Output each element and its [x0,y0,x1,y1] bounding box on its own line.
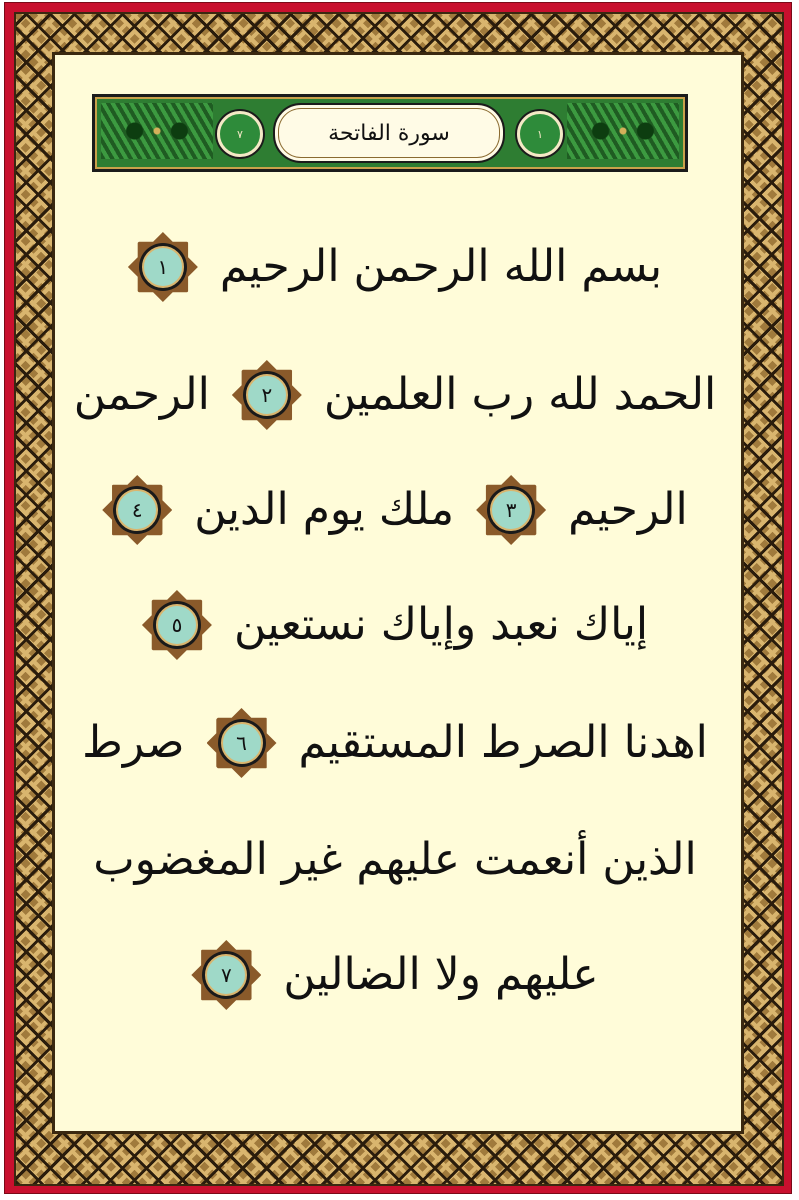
text-line-7 [88,930,702,1020]
verse-text: الرحيم [568,484,688,535]
verse-text: الرحمن [73,369,210,420]
surah-header [92,94,688,172]
verse-text: الذين أنعمت عليهم غير المغضوب [93,834,697,885]
verse-number-marker [102,475,172,545]
verse-number: ١ [157,255,169,279]
text-line-5 [82,698,708,788]
surah-order: ١ [537,127,543,141]
verse-number-marker [128,232,198,302]
text-line-2 [73,350,717,440]
verse-count-medallion [217,111,263,157]
verse-text: اهدنا الصرط المستقيم [298,717,708,768]
verse-text: إياك نعبد وإياك نستعين [233,599,649,650]
verse-number-marker [142,590,212,660]
verse-number: ٦ [236,731,247,755]
verse-count: ٧ [237,127,243,141]
ornament-right [567,103,679,159]
verse-text: ملك يوم الدين [194,484,455,535]
surah-order-medallion [517,111,563,157]
verse-number: ٤ [131,498,143,522]
text-line-4 [88,580,702,670]
verse-number: ٧ [220,963,232,987]
verse-text: عليهم ولا الضالين [283,949,599,1000]
verse-number: ٣ [505,498,517,522]
verse-text: بسم الله الرحمن الرحيم [219,241,663,292]
text-line-3 [88,465,702,555]
verse-text: صرط [82,717,185,768]
verse-number: ٥ [171,613,183,637]
verse-number-marker [207,708,277,778]
ornament-left [101,103,213,159]
verse-text: الحمد لله رب العلمين [323,369,717,420]
surah-title-cartouche [273,103,505,163]
text-line-1 [88,222,702,312]
surah-title: سورة الفاتحة [328,120,450,146]
verse-number-marker [476,475,546,545]
verse-number: ٢ [261,383,273,407]
text-line-6 [88,815,702,905]
page-content [60,60,730,1120]
verse-number-marker [232,360,302,430]
verse-number-marker [191,940,261,1010]
